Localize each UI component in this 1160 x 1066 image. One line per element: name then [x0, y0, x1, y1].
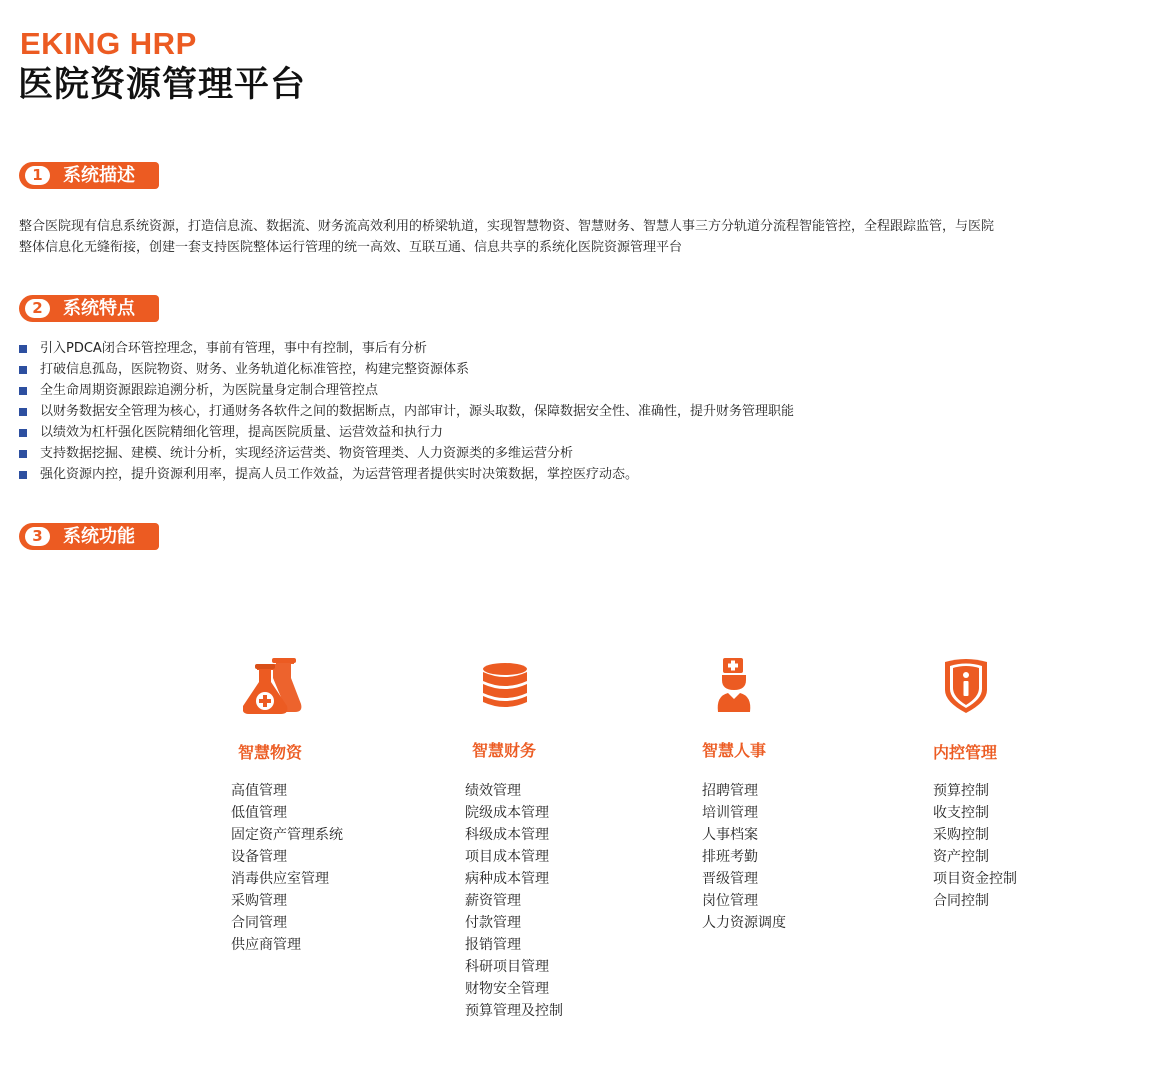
module-item[interactable]: 预算控制	[933, 783, 989, 799]
section-label: 系统功能	[63, 526, 135, 547]
feature-text: 以绩效为杠杆强化医院精细化管理，提高医院质量、运营效益和执行力	[40, 425, 444, 440]
module-item[interactable]: 人事档案	[702, 827, 758, 843]
feature-item	[19, 359, 794, 380]
module-item[interactable]: 供应商管理	[231, 937, 301, 953]
module-item[interactable]: 采购控制	[933, 827, 989, 843]
page-title: 医院资源管理平台	[18, 65, 307, 105]
module-item[interactable]: 薪资管理	[465, 893, 521, 909]
section-label: 系统特点	[63, 298, 135, 319]
module-title: 智慧财务	[472, 741, 537, 760]
module-title: 智慧物资	[238, 743, 303, 762]
section-number: 3	[25, 527, 50, 546]
module-item[interactable]: 岗位管理	[702, 893, 758, 909]
section-number: 1	[25, 166, 50, 185]
bullet-icon	[19, 450, 27, 458]
feature-text: 支持数据挖掘、建模、统计分析，实现经济运营类、物资管理类、人力资源类的多维运营分析	[40, 446, 574, 461]
feature-text: 全生命周期资源跟踪追溯分析，为医院量身定制合理管控点	[40, 383, 379, 398]
bullet-icon	[19, 345, 27, 353]
module-item[interactable]: 绩效管理	[465, 783, 521, 799]
module-item-list	[231, 780, 343, 956]
feature-text: 打破信息孤岛，医院物资、财务、业务轨道化标准管控，构建完整资源体系	[40, 362, 470, 377]
brand-title: EKING HRP	[20, 26, 197, 61]
feature-item	[19, 401, 794, 422]
module-item[interactable]: 病种成本管理	[465, 871, 549, 887]
flask-medical-icon	[243, 656, 313, 726]
bullet-icon	[19, 408, 27, 416]
shield-info-icon	[941, 658, 1011, 728]
bullet-icon	[19, 429, 27, 437]
module-item[interactable]: 招聘管理	[702, 783, 758, 799]
module-item[interactable]: 资产控制	[933, 849, 989, 865]
module-item[interactable]: 采购管理	[231, 893, 287, 909]
module-title: 智慧人事	[702, 741, 767, 760]
module-item[interactable]: 合同控制	[933, 893, 989, 909]
section-header-description	[19, 162, 159, 189]
module-item[interactable]: 项目成本管理	[465, 849, 549, 865]
feature-item	[19, 464, 794, 485]
bullet-icon	[19, 471, 27, 479]
module-item[interactable]: 报销管理	[465, 937, 521, 953]
module-item[interactable]: 项目资金控制	[933, 871, 1017, 887]
module-item[interactable]: 设备管理	[231, 849, 287, 865]
system-description: 整合医院现有信息系统资源，打造信息流、数据流、财务流高效利用的桥梁轨道，实现智慧物资、智慧财务、智慧人事三方分轨道分流程智能管控，全程跟踪监管，与医院整体信息化无缝衔接，创建一套支持医院整体运行管理的统一高效、互联互通、信息共享的系统化医院资源管理平台	[19, 219, 995, 255]
module-title: 内控管理	[933, 743, 998, 762]
feature-item	[19, 422, 794, 443]
section-label: 系统描述	[63, 165, 135, 186]
module-item-list	[933, 780, 1017, 912]
module-item[interactable]: 排班考勤	[702, 849, 758, 865]
feature-text: 引入PDCA闭合环管控理念，事前有管理，事中有控制，事后有分析	[40, 341, 427, 356]
section-number: 2	[25, 299, 50, 318]
module-item[interactable]: 培训管理	[702, 805, 758, 821]
section-header-functions	[19, 523, 159, 550]
bullet-icon	[19, 387, 27, 395]
module-item[interactable]: 合同管理	[231, 915, 287, 931]
module-item[interactable]: 科研项目管理	[465, 959, 549, 975]
doctor-icon	[716, 656, 786, 726]
feature-item	[19, 443, 794, 464]
module-item[interactable]: 预算管理及控制	[465, 1003, 563, 1019]
module-item[interactable]: 收支控制	[933, 805, 989, 821]
module-item[interactable]: 科级成本管理	[465, 827, 549, 843]
module-item[interactable]: 高值管理	[231, 783, 287, 799]
feature-text: 以财务数据安全管理为核心，打通财务各软件之间的数据断点，内部审计，源头取数，保障数据安全性、准确性，提升财务管理职能	[40, 404, 795, 419]
module-item-list	[702, 780, 786, 934]
bullet-icon	[19, 366, 27, 374]
module-item[interactable]: 晋级管理	[702, 871, 758, 887]
feature-item	[19, 380, 794, 401]
module-item[interactable]: 付款管理	[465, 915, 521, 931]
module-item[interactable]: 消毒供应室管理	[231, 871, 329, 887]
module-item[interactable]: 低值管理	[231, 805, 287, 821]
module-item[interactable]: 固定资产管理系统	[231, 827, 343, 843]
module-item[interactable]: 人力资源调度	[702, 915, 786, 931]
section-header-features	[19, 295, 159, 322]
module-item[interactable]: 财物安全管理	[465, 981, 549, 997]
feature-item	[19, 338, 794, 359]
database-icon	[481, 662, 551, 732]
feature-text: 强化资源内控，提升资源利用率，提高人员工作效益，为运营管理者提供实时决策数据，掌控医疗动态。	[40, 467, 639, 482]
module-item[interactable]: 院级成本管理	[465, 805, 549, 821]
module-item-list	[465, 780, 563, 1022]
feature-list	[19, 338, 794, 485]
